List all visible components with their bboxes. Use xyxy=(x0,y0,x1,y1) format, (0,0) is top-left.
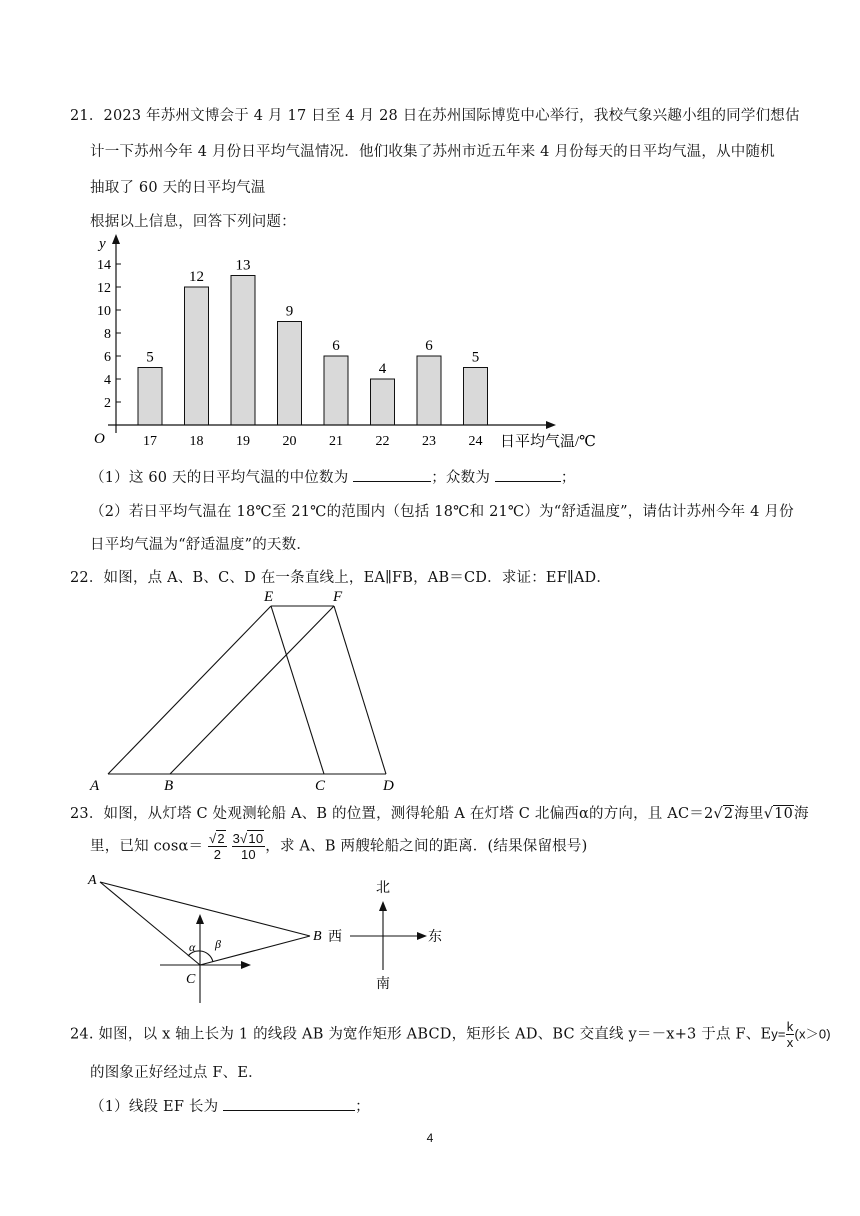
y-tick-label: 10 xyxy=(97,304,111,319)
data-label-21: 6 xyxy=(332,338,340,354)
x-axis-label: 日平均气温/℃ xyxy=(500,434,596,450)
q23-line2 xyxy=(90,832,587,861)
x-tick-label-20: 20 xyxy=(282,434,297,449)
segment-ec xyxy=(271,606,324,774)
extra-fraction: $\frac{3√10}{10}$ xyxy=(232,831,264,862)
data-label-24: 5 xyxy=(471,349,480,366)
q23-line2-a: 里，已知 cosα＝ xyxy=(90,838,204,855)
compass-east-arrow xyxy=(417,932,427,940)
label-f: F xyxy=(333,589,343,605)
q24-sub1-text: （1）线段 EF 长为 xyxy=(90,1099,219,1115)
q23-line1-text: 23．如图，从灯塔 C 处观测轮船 A、B 的位置，测得轮船 A 在灯塔 C 北偏西α的方向，且 AC＝2 xyxy=(70,806,714,822)
y-tick-label: 12 xyxy=(97,281,111,296)
data-label-18: 12 xyxy=(189,269,204,285)
y-tick-label: 6 xyxy=(104,350,111,365)
x-tick-label-24: 24 xyxy=(468,434,483,449)
q21-prompt: 根据以上信息，回答下列问题： xyxy=(90,214,296,230)
y-tick-label: 2 xyxy=(104,396,111,411)
label-b: B xyxy=(313,929,322,944)
segment-fb xyxy=(170,606,334,774)
q22-diagram xyxy=(88,586,418,796)
y-tick-label: 14 xyxy=(97,258,111,273)
north-arrow-c xyxy=(196,914,204,924)
cos-fraction: $\frac{√2}{2}$ xyxy=(209,831,225,862)
q21-sub2-line1: （2）若日平均气温在 18℃至 21℃的范围内（包括 18℃和 21℃）为“舒适温度”，请估计苏州今年 4 月份 xyxy=(90,504,794,520)
bar-23 xyxy=(417,356,441,425)
ef-length-answer-blank[interactable] xyxy=(223,1096,355,1111)
q24-line1-a: 24. 如图，以 x 轴上长为 1 的线段 AB 为宽作矩形 ABCD，矩形长 AD、BC 交直线 y＝－x+3 于点 F、E xyxy=(70,1026,772,1043)
label-c: C xyxy=(315,778,326,794)
x-tick-label-23: 23 xyxy=(422,434,436,449)
q23-diagram xyxy=(80,868,480,1008)
q21-line3: 抽取了 60 天的日平均气温 xyxy=(90,180,266,196)
mode-answer-blank[interactable] xyxy=(495,467,561,482)
bar-18 xyxy=(185,287,209,425)
x-tick-label-18: 18 xyxy=(189,434,204,449)
y-axis-label: y xyxy=(99,236,106,252)
q21-sub1 xyxy=(90,466,576,487)
median-answer-blank[interactable] xyxy=(353,467,431,482)
compass-north-arrow xyxy=(379,901,387,911)
bar-19 xyxy=(231,276,255,426)
label-a: A xyxy=(88,873,97,888)
x-tick-label-19: 19 xyxy=(236,434,250,449)
y-tick-label: 8 xyxy=(104,327,111,342)
data-label-17: 5 xyxy=(146,349,154,366)
q21-sub1-a: （1）这 60 天的日平均气温的中位数为 xyxy=(90,470,349,486)
q24-line1 xyxy=(70,1020,831,1049)
data-label-23: 6 xyxy=(425,338,433,354)
fn-condition: (x＞0) xyxy=(794,1026,831,1042)
data-label-19: 13 xyxy=(235,257,251,274)
q23-line1-end: 海 xyxy=(794,806,809,822)
y-tick-label: 4 xyxy=(104,373,111,388)
q21-sub2-line2: 日平均气温为“舒适温度”的天数． xyxy=(90,537,312,553)
bar-24 xyxy=(464,368,488,426)
origin-label: O xyxy=(94,431,105,447)
label-alpha: α xyxy=(189,940,196,954)
data-label-22: 4 xyxy=(378,361,387,377)
segment-ab xyxy=(100,882,310,936)
angle-beta-arc xyxy=(200,951,213,962)
label-d: D xyxy=(383,778,394,794)
q21-line2: 计一下苏州今年 4 月份日平均气温情况．他们收集了苏州市近五年来 4 月份每天的日平均气温，从中随机 xyxy=(90,144,775,160)
q23-extra-radicand: 10 xyxy=(774,806,794,822)
fn-y: y= xyxy=(771,1026,786,1042)
data-label-20: 9 xyxy=(285,303,294,320)
x-axis-arrow xyxy=(546,421,556,429)
q24-line2: 的图象正好经过点 F、E． xyxy=(90,1065,263,1081)
bar-chart xyxy=(80,228,596,458)
q21-sub1-b: ；众数为 xyxy=(431,470,491,486)
bar-21 xyxy=(324,356,348,425)
compass-south: 南 xyxy=(376,977,390,992)
x-tick-label-17: 17 xyxy=(143,434,157,449)
label-c: C xyxy=(186,972,196,987)
page-number: 4 xyxy=(426,1131,434,1145)
q23-ac-radicand: 2 xyxy=(723,806,734,822)
q24-sub1: （1）线段 EF 长为 ； xyxy=(90,1095,370,1116)
q23-line1-mid: 海里 xyxy=(734,806,764,822)
y-axis-arrow xyxy=(112,234,120,244)
bar-20 xyxy=(278,322,302,426)
compass-east: 东 xyxy=(428,930,442,945)
fn-fraction: $\frac{k}{x}$ xyxy=(786,1019,794,1050)
segment-ea xyxy=(108,606,271,774)
q23-line2-b: ，求 A、B 两艘轮船之间的距离．(结果保留根号) xyxy=(265,838,588,855)
compass-west: 西 xyxy=(328,930,342,945)
q23-line1: 23．如图，从灯塔 C 处观测轮船 A、B 的位置，测得轮船 A 在灯塔 C 北偏西α的方向，且 AC＝2√2海里√10海 xyxy=(70,806,809,822)
label-beta: β xyxy=(215,937,221,951)
x-tick-label-22: 22 xyxy=(375,434,390,449)
label-e: E xyxy=(264,589,274,605)
q21-line1: 21．2023 年苏州文博会于 4 月 17 日至 4 月 28 日在苏州国际博览中心举行，我校气象兴趣小组的同学们想估 xyxy=(70,108,800,124)
east-arrow-c xyxy=(241,961,251,969)
bar-22 xyxy=(371,379,395,425)
bar-17 xyxy=(138,368,162,426)
label-b: B xyxy=(164,778,174,794)
q22-text: 22．如图，点 A、B、C、D 在一条直线上，EA∥FB，AB＝CD．求证：EF∥AD． xyxy=(70,570,612,586)
x-tick-label-21: 21 xyxy=(329,434,343,449)
q21-sub1-c: ； xyxy=(560,470,576,486)
compass-north: 北 xyxy=(376,881,390,896)
segment-fd xyxy=(334,606,386,774)
label-a: A xyxy=(90,778,100,794)
